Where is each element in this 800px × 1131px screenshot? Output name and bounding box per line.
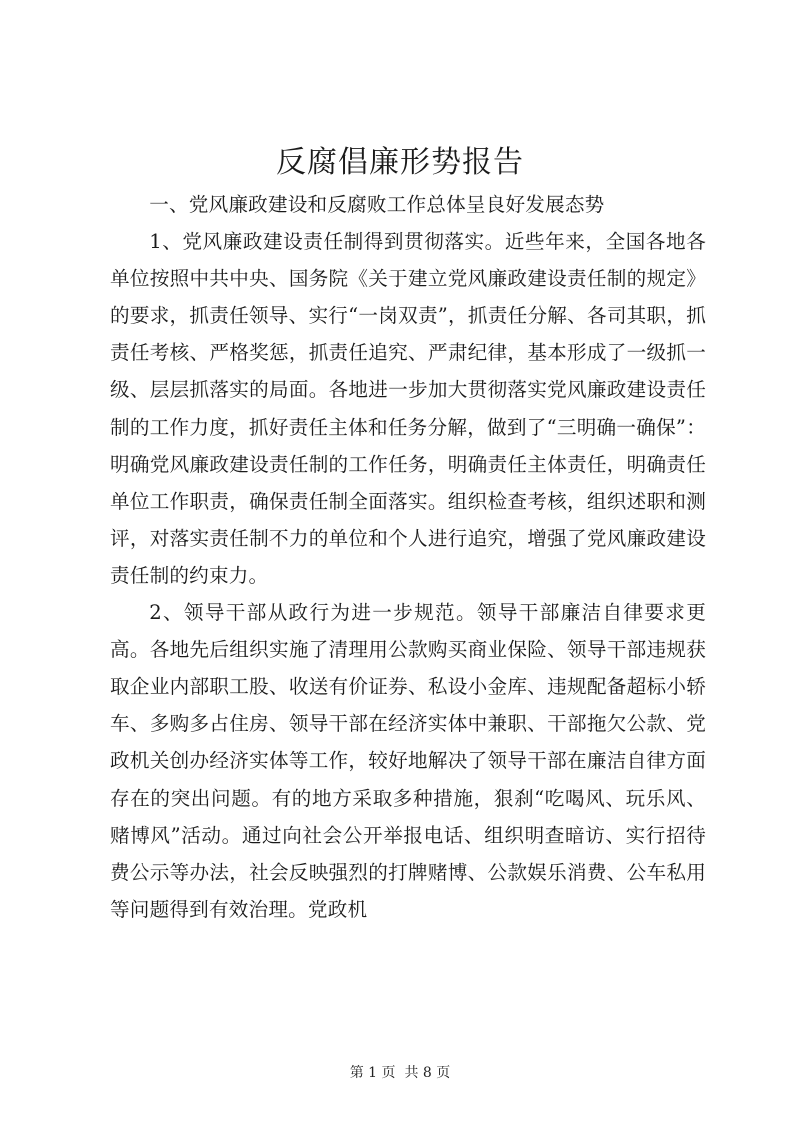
paragraph-2: 2、领导干部从政行为进一步规范。领导干部廉洁自律要求更高。各地先后组织实施了清理用公款购买商业保险、领导干部违规获取企业内部职工股、收送有价证券、私设小金库、违规配备超标小轿车、多购多占住房、领导干部在经济实体中兼职、干部拖欠公款、党政机关创办经济实体等工作，较好地解决了领导干部在廉洁自律方面存在的突出问题。有的地方采取多种措施，狠刹“吃喝风、玩乐风、赌博风”活动。通过向社会公开举报电话、组织明查暗访、实行招待费公示等办法，社会反映强烈的打牌赌博、公款娱乐消费、公车私用等问题得到有效治理。党政机 bbox=[110, 601, 706, 921]
page-footer bbox=[0, 1063, 800, 1083]
document-body bbox=[110, 186, 706, 928]
document-title: 反腐倡廉形势报告 bbox=[276, 145, 524, 180]
section-heading: 一、党风廉政建设和反腐败工作总体呈良好发展态势 bbox=[149, 193, 605, 216]
page-number: 第 1 页 共 8 页 bbox=[349, 1065, 451, 1081]
paragraph-1: 1、党风廉政建设责任制得到贯彻落实。近些年来，全国各地各单位按照中共中央、国务院《关于建立党风廉政建设责任制的规定》的要求，抓责任领导、实行“一岗双责”，抓责任分解、各司其职，抓责任考核、严格奖惩，抓责任追究、严肃纪律，基本形成了一级抓一级、层层抓落实的局面。各地进一步加大贯彻落实党风廉政建设责任制的工作力度，抓好责任主体和任务分解，做到了“三明确一确保”：明确党风廉政建设责任制的工作任务，明确责任主体责任，明确责任单位工作职责，确保责任制全面落实。组织检查考核，组织述职和测评，对落实责任制不力的单位和个人进行追究，增强了党风廉政建设责任制的约束力。 bbox=[110, 230, 706, 587]
